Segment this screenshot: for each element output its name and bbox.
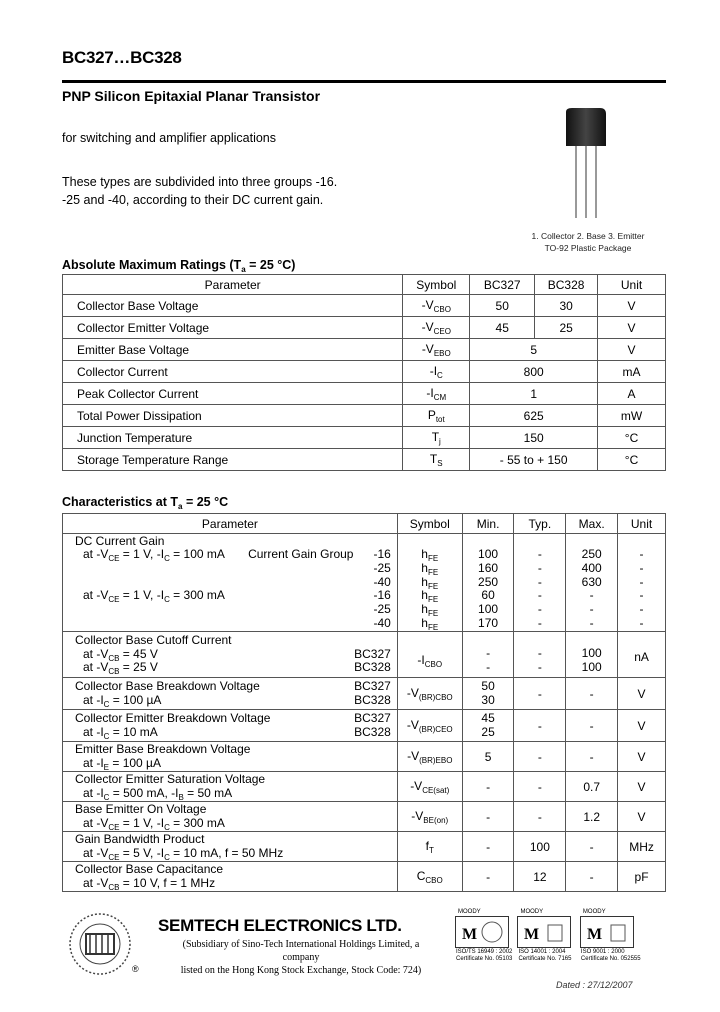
- col-header: Min.: [462, 514, 514, 534]
- application-text: for switching and amplifier applications: [62, 131, 276, 145]
- table-row: Collector Base Cutoff Current at $-V_{CB} = 45$ V BC327 at $-V_{CB} = 25$ V BC328 $-I_{CBO}$ - - - - 100 100 nA: [63, 632, 666, 678]
- table-row: Peak Collector Current $-I_{CM}$ 1 A: [63, 383, 666, 405]
- registered-mark: ®: [132, 964, 139, 974]
- table-header-row: [63, 275, 666, 295]
- package-pinout: 1. Collector 2. Base 3. Emitter: [531, 231, 645, 241]
- abs-max-table: [62, 274, 666, 471]
- table-row: Collector Emitter Breakdown Voltage BC327 at $-I_C = 10$ mA BC328 $-V_{(BR)CEO}$ 45 25 - - V: [63, 710, 666, 742]
- col-header: Symbol: [397, 514, 462, 534]
- cert-badge: MOODY M ISO 9001 : 2000 Certificate No. 052555: [580, 909, 641, 962]
- table-row: Base Emitter On Voltage at $-V_{CE} = 1$ V, $-I_C = 300$ mA $-V_{BE(on)}$ - - 1.2 V: [63, 802, 666, 832]
- col-header: Unit: [618, 514, 666, 534]
- table-row: DC Current Gain at $-V_{CE} = 1$ V, $-I_C = 100$ mA Current Gain Group -16 -25 -40 at $-V_{CE} = 1$ V, $-I_C = 300$ mA -16 -25 -40 $h_{FE}$ $h_{FE}$ $h_{FE}$ $h_{FE}$ $h_{FE}$ $h_{FE}$ 100 160 250 60 100 170 - - - - - - 250 400 630 - - - - - - - - -: [63, 534, 666, 632]
- abs-max-heading: Absolute Maximum Ratings ($T_a = 25$ °C): [62, 258, 296, 274]
- table-row: Storage Temperature Range $T_S$ - 55 to + 150 °C: [63, 449, 666, 471]
- title-rule: [62, 80, 666, 83]
- svg-text:M: M: [586, 926, 603, 943]
- table-row: Collector Emitter Voltage $-V_{CEO}$ 45 25 V: [63, 317, 666, 339]
- certification-logos: [455, 909, 641, 962]
- table-row: Collector Base Voltage $-V_{CBO}$ 50 30 V: [63, 295, 666, 317]
- cert-badge: MOODY M ISO 14001 : 2004 Certificate No. 7165: [518, 909, 572, 962]
- dated-text: Dated : 27/12/2007: [556, 980, 633, 990]
- description-line-2: -25 and -40, according to their DC current gain.: [62, 193, 324, 207]
- characteristics-table: [62, 513, 666, 892]
- semtech-logo: [68, 912, 144, 978]
- table-row: Emitter Base Breakdown Voltage at $-I_E = 100$ µA $-V_{(BR)EBO}$ 5 - - V: [63, 742, 666, 772]
- company-name: SEMTECH ELECTRONICS LTD.: [158, 916, 402, 935]
- col-header: Max.: [566, 514, 618, 534]
- table-row: Collector Base Capacitance at $-V_{CB} = 10$ V, f = 1 MHz $C_{CBO}$ - 12 - pF: [63, 862, 666, 892]
- col-header: Symbol: [403, 275, 470, 295]
- page-title: BC327…BC328: [62, 48, 182, 67]
- table-row: Total Power Dissipation $P_{tot}$ 625 mW: [63, 405, 666, 427]
- svg-text:M: M: [462, 926, 478, 943]
- table-row: Emitter Base Voltage $-V_{EBO}$ 5 V: [63, 339, 666, 361]
- table-row: Collector Current $-I_C$ 800 mA: [63, 361, 666, 383]
- table-row: Collector Base Breakdown Voltage BC327 at $-I_C = 100$ µA BC328 $-V_{(BR)CBO}$ 50 30 - - V: [63, 678, 666, 710]
- col-header: Unit: [598, 275, 666, 295]
- table-row: Collector Emitter Saturation Voltage at $-I_C = 500$ mA, $-I_B = 50$ mA $-V_{CE(sat)}$ - - 0.7 V: [63, 772, 666, 802]
- subtitle: PNP Silicon Epitaxial Planar Transistor: [62, 88, 321, 104]
- to92-package-image: [560, 108, 616, 220]
- company-subsidiary: (Subsidiary of Sino-Tech International Holdings Limited, a company listed on the Hong Kong Stock Exchange, Stock Code: 724): [180, 939, 422, 976]
- package-caption: [528, 230, 648, 254]
- package-name: TO-92 Plastic Package: [544, 243, 632, 253]
- col-header: Parameter: [63, 275, 403, 295]
- description-line-1: These types are subdivided into three groups -16.: [62, 175, 338, 189]
- table-row: Junction Temperature $T_j$ 150 °C: [63, 427, 666, 449]
- cert-badge: MOODY M ISO/TS 16949 : 2002 Certificate No. 05103: [456, 909, 513, 962]
- table-header-row: [63, 514, 666, 534]
- svg-text:M: M: [524, 926, 540, 943]
- col-header: Typ.: [514, 514, 566, 534]
- characteristics-heading: Characteristics at $T_a = 25$ °C: [62, 495, 229, 511]
- col-header: BC327: [470, 275, 535, 295]
- table-row: Gain Bandwidth Product at $-V_{CE} = 5$ V, $-I_C = 10$ mA, f = 50 MHz $f_T$ - 100 - MHz: [63, 832, 666, 862]
- col-header: Parameter: [63, 514, 398, 534]
- col-header: BC328: [535, 275, 598, 295]
